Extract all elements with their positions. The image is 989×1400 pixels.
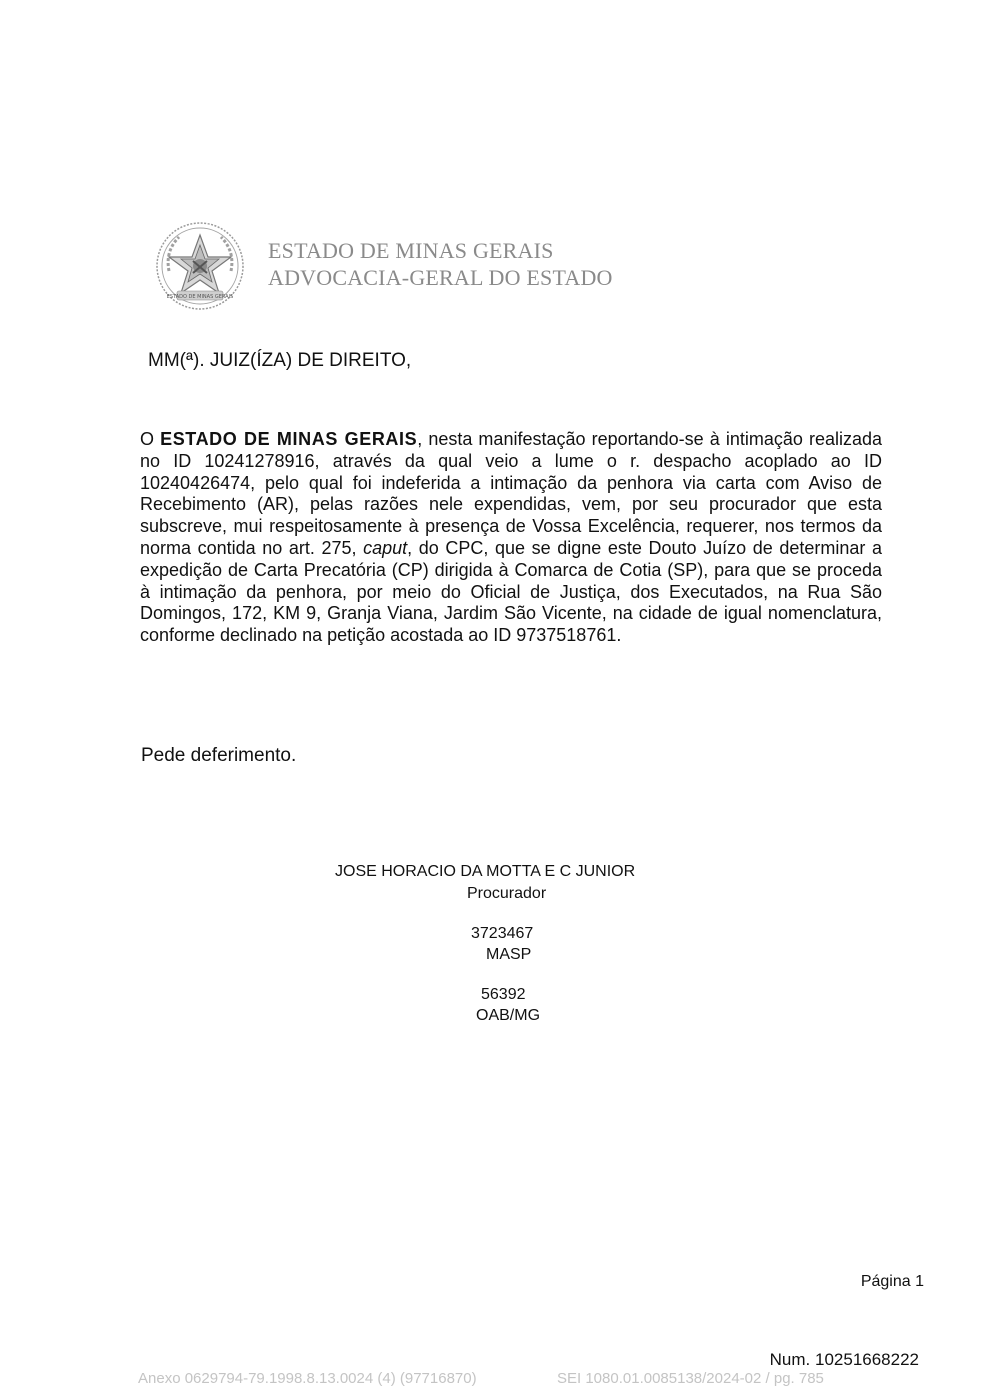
masp-label: MASP (486, 946, 532, 963)
closing-request: Pede deferimento. (141, 745, 297, 766)
masp-number: 3723467 (471, 925, 534, 942)
coat-of-arms-seal-icon (155, 221, 245, 311)
body-part1: , nesta manifestação reportando-se à intimação realizada no ID 10241278916, através da qual veio a lume o r. despacho acoplado ao ID 10240426474, pelo qual foi indeferida a intimação da penhora via carta com Aviso de Recebimento (AR), pelas razões nele expendidas, vem, por seu procurador que esta subscreve, mui respeitosamente à presença de Vossa Excelência, requerer, nos termos da norma contida no art. 275, (140, 429, 882, 558)
document-number: Num. 10251668222 (769, 1350, 919, 1369)
state-seal (155, 221, 245, 311)
oab-label: OAB/MG (476, 1007, 541, 1024)
salutation: MM(ª). JUIZ(ÍZA) DE DIREITO, (148, 350, 412, 371)
org-line-agency: ADVOCACIA-GERAL DO ESTADO (268, 265, 613, 290)
petition-body (140, 429, 882, 647)
footer-sei: SEI 1080.01.0085138/2024-02 / pg. 785 (557, 1370, 824, 1387)
body-prefix: O (140, 429, 161, 449)
oab-number: 56392 (481, 986, 526, 1003)
body-part2: , do CPC, que se digne este Douto Juízo de determinar a expedição de Carta Precatória (CP) dirigida à Comarca de Cotia (SP), para que se proceda à intimação da penhora, por meio do Oficial de Justiça, dos Executados, na Rua São Domingos, 172, KM 9, Granja Viana, Jardim São Vicente, na cidade de igual nomenclatura, conforme declinado na petição acostada ao ID 9737518761. (140, 537, 882, 646)
signer-name: JOSE HORACIO DA MOTTA E C JUNIOR (335, 863, 636, 880)
party-name: ESTADO DE MINAS GERAIS (160, 429, 418, 449)
body-italic: caput (363, 537, 408, 558)
org-line-state: ESTADO DE MINAS GERAIS (268, 238, 554, 263)
page-number: Página 1 (860, 1273, 924, 1290)
footer-annex: Anexo 0629794-79.1998.8.13.0024 (4) (97716870) (138, 1370, 477, 1387)
seal-text: ESTADO DE MINAS GERAIS (166, 294, 234, 300)
signer-role: Procurador (467, 885, 547, 902)
